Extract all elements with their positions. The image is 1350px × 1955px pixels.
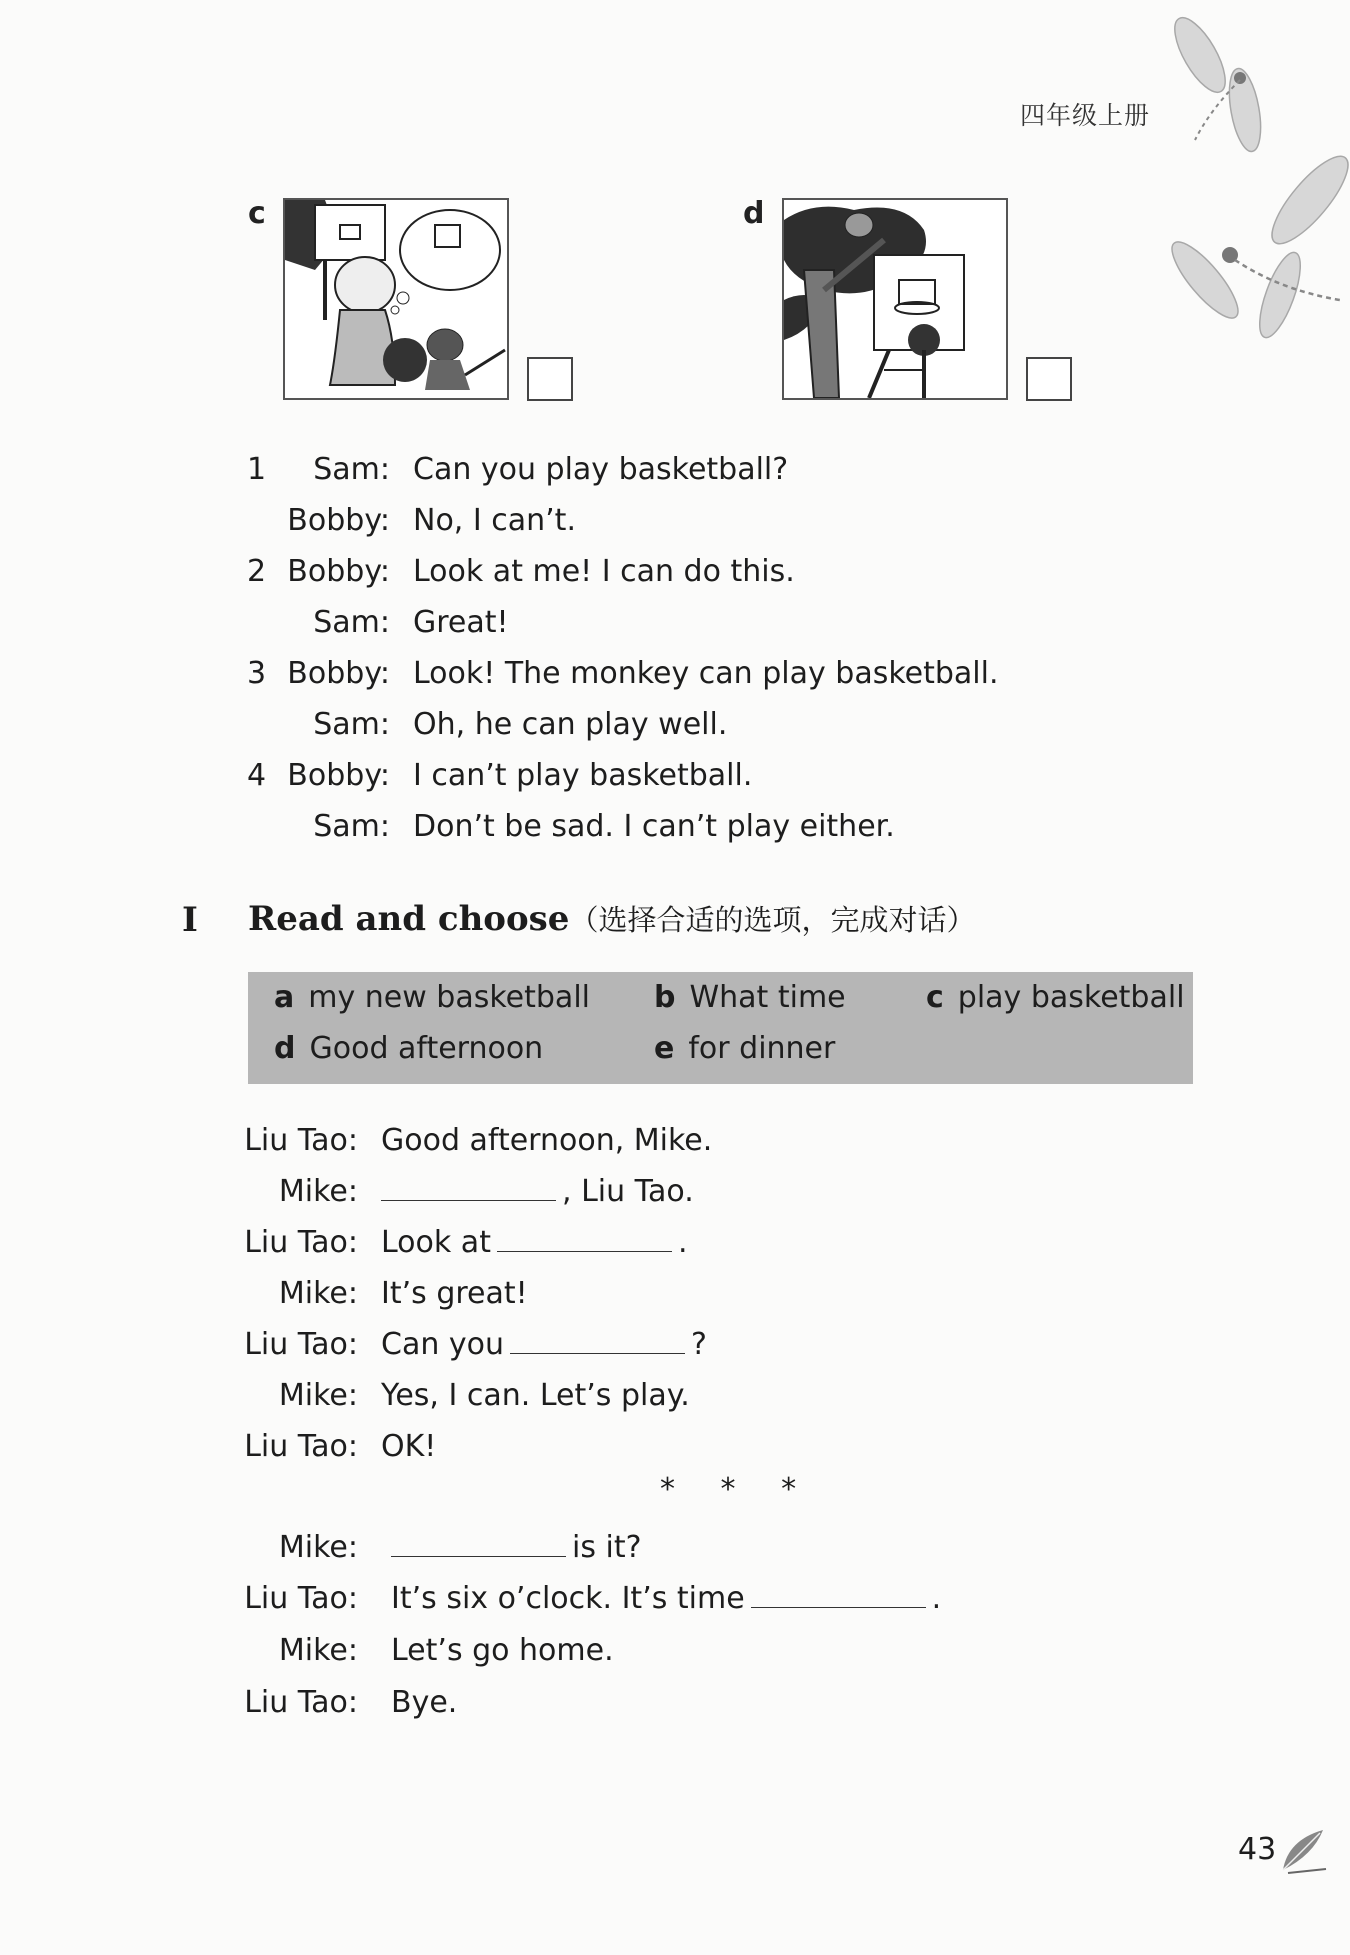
dragonfly-icon <box>1150 10 1350 350</box>
blank-3[interactable] <box>510 1323 685 1354</box>
option-item <box>654 1031 835 1066</box>
option-text: for dinner <box>688 1031 836 1066</box>
line-text: Oh, he can play well. <box>413 707 728 742</box>
option-letter: c <box>926 980 944 1015</box>
line-text: I can’t play basketball. <box>413 758 753 793</box>
line-text: OK! <box>381 1429 437 1464</box>
speaker: Mike: <box>278 1276 358 1311</box>
option-letter: d <box>274 1031 296 1066</box>
blank-4[interactable] <box>391 1526 566 1557</box>
speaker: Liu Tao: <box>244 1225 358 1260</box>
section-title-en: Read and choose <box>248 899 570 939</box>
line-text-after: . <box>677 1225 688 1260</box>
option-bank <box>248 972 1193 1084</box>
speaker: Liu Tao: <box>244 1685 358 1720</box>
line-text: No, I can’t. <box>413 503 576 538</box>
speaker: Bobby: <box>287 656 390 691</box>
line-text-after: . <box>931 1581 942 1616</box>
speaker: Mike: <box>278 1530 358 1565</box>
option-item <box>274 980 590 1015</box>
speaker: Mike: <box>278 1633 358 1668</box>
line-text: Yes, I can. Let’s play. <box>381 1378 690 1413</box>
line-text: Great! <box>413 605 509 640</box>
line-text: It’s six o’clock. It’s time <box>391 1581 745 1616</box>
option-text: What time <box>689 980 846 1015</box>
option-letter: e <box>654 1031 675 1066</box>
grade-label: 四年级上册 <box>1020 101 1151 130</box>
answer-box-d[interactable] <box>1026 357 1072 401</box>
speaker: Liu Tao: <box>244 1123 358 1158</box>
monkey-tree-basketball-illustration <box>784 200 1006 398</box>
line-text: Can you play basketball? <box>413 452 789 487</box>
line-text-after: , Liu Tao. <box>562 1174 694 1209</box>
speaker: Sam: <box>313 707 390 742</box>
line-text-after: ? <box>691 1327 707 1362</box>
section-title <box>248 898 975 939</box>
speaker: Liu Tao: <box>244 1429 358 1464</box>
blank-5[interactable] <box>751 1577 926 1608</box>
dialogue-number: 3 <box>247 656 267 691</box>
line-text: Don’t be sad. I can’t play either. <box>413 809 895 844</box>
picture-d <box>782 198 1008 400</box>
picture-c <box>283 198 509 400</box>
speaker: Liu Tao: <box>244 1581 358 1616</box>
dialogue-number: 2 <box>247 554 267 589</box>
dialogue-number: 1 <box>247 452 267 487</box>
section-number: I <box>182 900 198 940</box>
line-text: Look! The monkey can play basketball. <box>413 656 999 691</box>
option-text: play basketball <box>957 980 1185 1015</box>
line-text: Look at <box>381 1225 491 1260</box>
speaker: Mike: <box>278 1174 358 1209</box>
leaf-icon <box>1278 1825 1328 1875</box>
speaker: Bobby: <box>287 554 390 589</box>
line-text: Look at me! I can do this. <box>413 554 795 589</box>
picture-c-label: c <box>248 196 266 231</box>
speaker: Sam: <box>313 605 390 640</box>
option-letter: a <box>274 980 295 1015</box>
speaker: Liu Tao: <box>244 1327 358 1362</box>
line-text-after: is it? <box>572 1530 642 1565</box>
answer-box-c[interactable] <box>527 357 573 401</box>
speaker: Bobby: <box>287 758 390 793</box>
cat-mouse-basketball-illustration <box>285 200 507 398</box>
blank-1[interactable] <box>381 1170 556 1201</box>
line-text: Bye. <box>391 1685 458 1720</box>
option-letter: b <box>654 980 676 1015</box>
option-text: my new basketball <box>308 980 590 1015</box>
speaker: Sam: <box>313 809 390 844</box>
speaker: Bobby: <box>287 503 390 538</box>
line-text: It’s great! <box>381 1276 528 1311</box>
option-item <box>274 1031 543 1066</box>
blank-2[interactable] <box>497 1221 672 1252</box>
line-text: Good afternoon, Mike. <box>381 1123 713 1158</box>
line-text: Can you <box>381 1327 505 1362</box>
page-number: 43 <box>1238 1832 1277 1867</box>
dialogue-number: 4 <box>247 758 267 793</box>
section-separator: * * * <box>660 1472 815 1507</box>
option-item <box>654 980 846 1015</box>
speaker: Mike: <box>278 1378 358 1413</box>
section-title-cn: （选择合适的选项，完成对话） <box>569 903 976 937</box>
speaker: Sam: <box>313 452 390 487</box>
option-item <box>926 980 1185 1015</box>
picture-d-label: d <box>743 196 765 231</box>
line-text: Let’s go home. <box>391 1633 614 1668</box>
option-text: Good afternoon <box>309 1031 544 1066</box>
